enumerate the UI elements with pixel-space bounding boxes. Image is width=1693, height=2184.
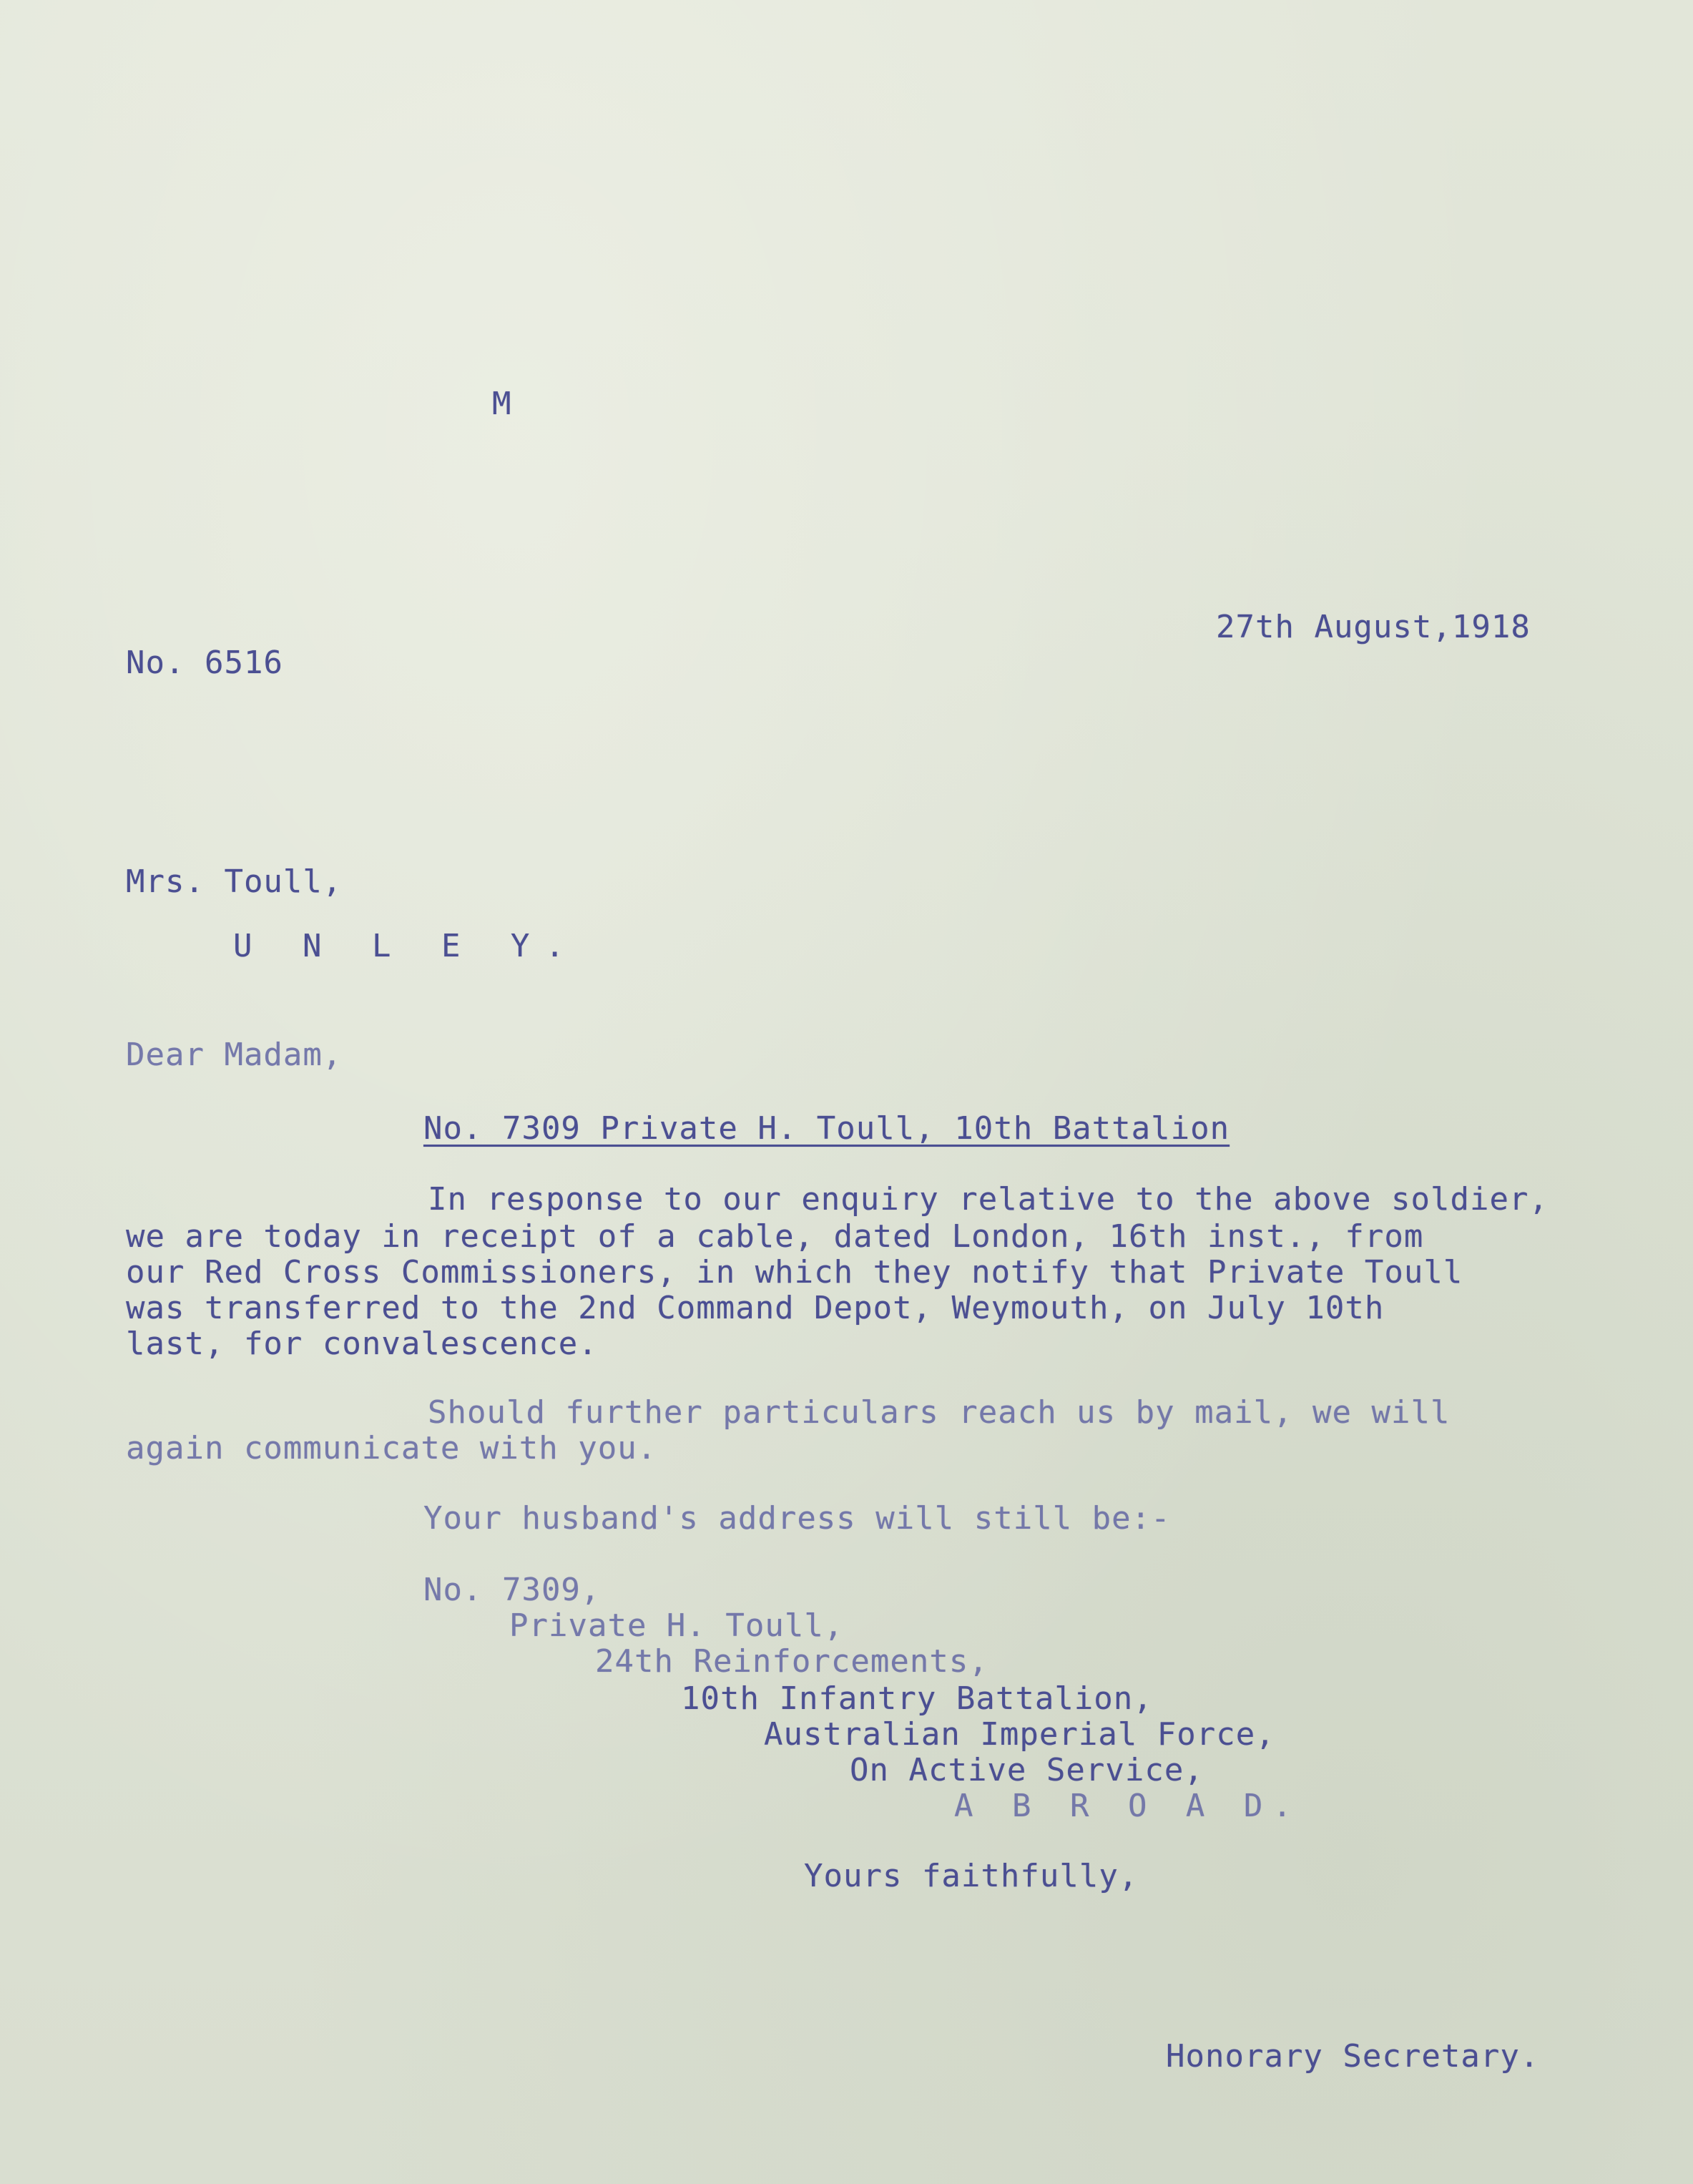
address-line-7: A B R O A D. [954, 1788, 1302, 1824]
signatory-title: Honorary Secretary. [1166, 2038, 1540, 2075]
address-line-3: 24th Reinforcements, [595, 1643, 988, 1680]
paragraph1-line5: last, for convalescence. [126, 1326, 598, 1362]
closing: Yours faithfully, [804, 1858, 1139, 1894]
subject-line: No. 7309 Private H. Toull, 10th Battalion [423, 1110, 1230, 1147]
address-line-2: Private H. Toull, [509, 1607, 844, 1644]
recipient-name: Mrs. Toull, [126, 863, 343, 900]
address-line-4: 10th Infantry Battalion, [681, 1680, 1153, 1717]
recipient-town: U N L E Y. [233, 928, 580, 964]
paragraph2-line2: again communicate with you. [126, 1430, 657, 1466]
address-line-6: On Active Service, [850, 1752, 1204, 1788]
address-intro: Your husband's address will still be:- [423, 1500, 1171, 1537]
paragraph1-line3: our Red Cross Commissioners, in which they notify that Private Toull [126, 1254, 1463, 1291]
paragraph1-line1: In response to our enquiry relative to the above soldier, [428, 1181, 1549, 1218]
address-line-1: No. 7309, [423, 1572, 601, 1608]
salutation: Dear Madam, [126, 1037, 343, 1073]
reference-number: No. 6516 [126, 645, 283, 681]
paragraph2-line1: Should further particulars reach us by mail, we will [428, 1394, 1451, 1431]
paragraph1-line2: we are today in receipt of a cable, dated London, 16th inst., from [126, 1218, 1424, 1255]
paragraph1-line4: was transferred to the 2nd Command Depot, Weymouth, on July 10th [126, 1290, 1385, 1326]
address-line-5: Australian Imperial Force, [764, 1716, 1275, 1753]
letter-date: 27th August,1918 [1216, 609, 1531, 645]
initial-mark: M [492, 386, 512, 422]
